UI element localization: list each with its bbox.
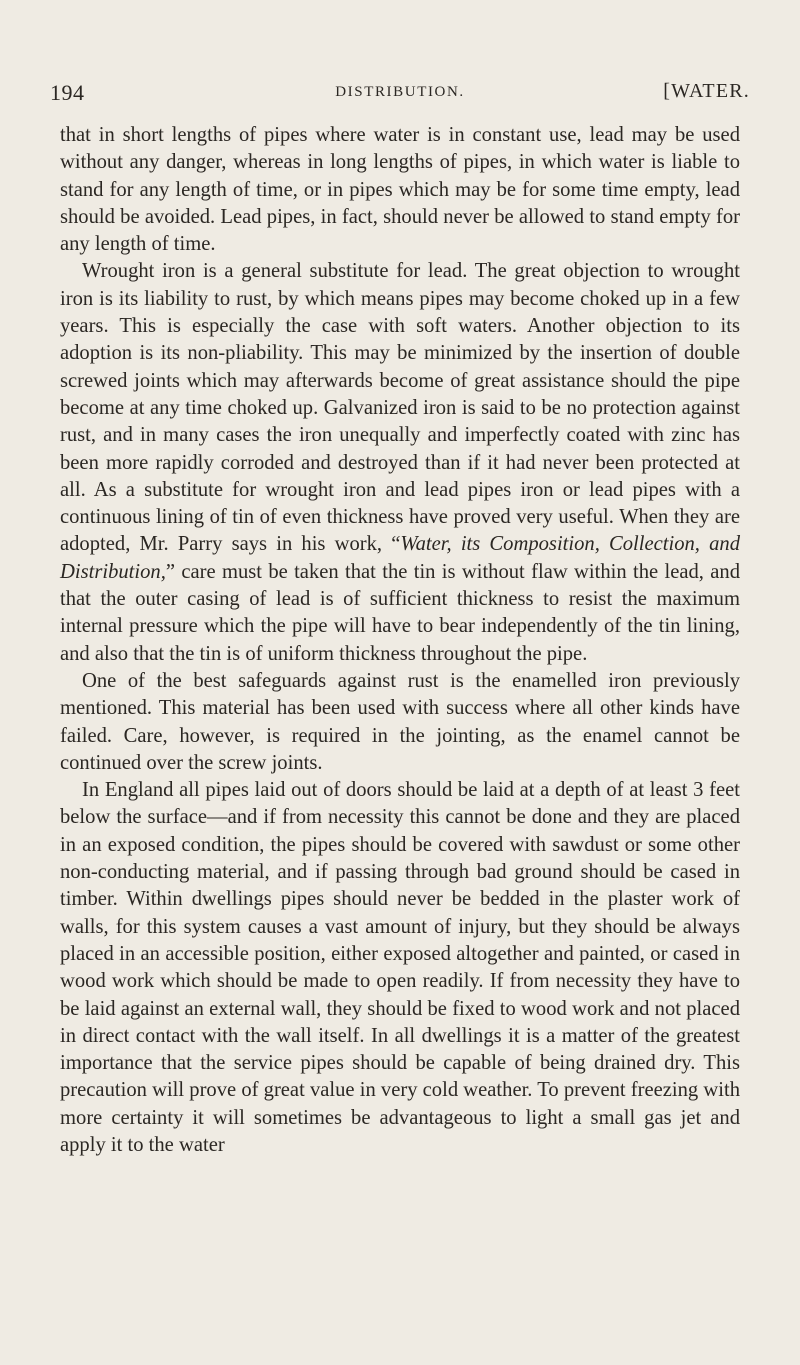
paragraph-2-text-b: ” care must be taken that the tin is without flaw within the lead, and that the outer casing of lead is of sufficient thickness to resist the maximum internal pressure which the pipe will have to bear independently of the tin lining, and also that the tin is of uniform thickness throughout the pipe. [60, 560, 740, 665]
paragraph-2-text-a: Wrought iron is a general substitute for lead. The great objection to wrought iron is its liability to rust, by which means pipes may become choked up in a few years. This is especially the case with soft waters. Another objection to its adoption is its non-pliability. This may be minimized by the insertion of double screwed joints which may afterwards become of great assistance should the pipe become at any time choked up. Galvanized iron is said to be no protection against rust, and in many cases the iron unequally and imperfectly coated with zinc has been more rapidly corroded and destroyed than if it had never been protected at all. As a substitute for wrought iron and lead pipes iron or lead pipes with a continuous lining of tin of even thickness have proved very useful. When they are adopted, Mr. Parry says in his work, “ [60, 260, 740, 556]
running-head [0, 72, 800, 112]
section-tag: [WATER. [663, 80, 750, 102]
paragraph-2 [60, 258, 740, 667]
body-text [60, 122, 740, 1159]
cited-work-title: Water, its Composition, Collection, and Distribution, [60, 533, 740, 583]
running-title: DISTRIBUTION. [335, 84, 465, 100]
paragraph-3: One of the best safeguards against rust is the enamelled iron previously mentioned. This material has been used with success where all other kinds have failed. Care, however, is required in the jointing, as the enamel cannot be continued over the screw joints. [60, 669, 740, 774]
page-number: 194 [50, 80, 85, 105]
paragraph-1: that in short lengths of pipes where water is in constant use, lead may be used without any danger, whereas in long lengths of pipes, in which water is liable to stand for any length of time, or in pipes which may be for some time empty, lead should be avoided. Lead pipes, in fact, should never be allowed to stand empty for any length of time. [60, 124, 740, 256]
paragraph-4: In England all pipes laid out of doors should be laid at a depth of at least 3 feet below the surface—and if from necessity this cannot be done and they are placed in an exposed condition, the pipes should be covered with sawdust or some other non-conducting material, and if passing through bad ground should be cased in timber. Within dwellings pipes should never be bedded in the plaster work of walls, for this system causes a vast amount of injury, but they should be always placed in an accessible position, either exposed altogether and painted, or cased in wood work which should be made to open readily. If from necessity they have to be laid against an external wall, they should be fixed to wood work and not placed in direct contact with the wall itself. In all dwellings it is a matter of the greatest importance that the service pipes should be capable of being drained dry. This precaution will prove of great value in very cold weather. To prevent freezing with more certainty it will sometimes be advantageous to light a small gas jet and apply it to the water [60, 779, 740, 1156]
